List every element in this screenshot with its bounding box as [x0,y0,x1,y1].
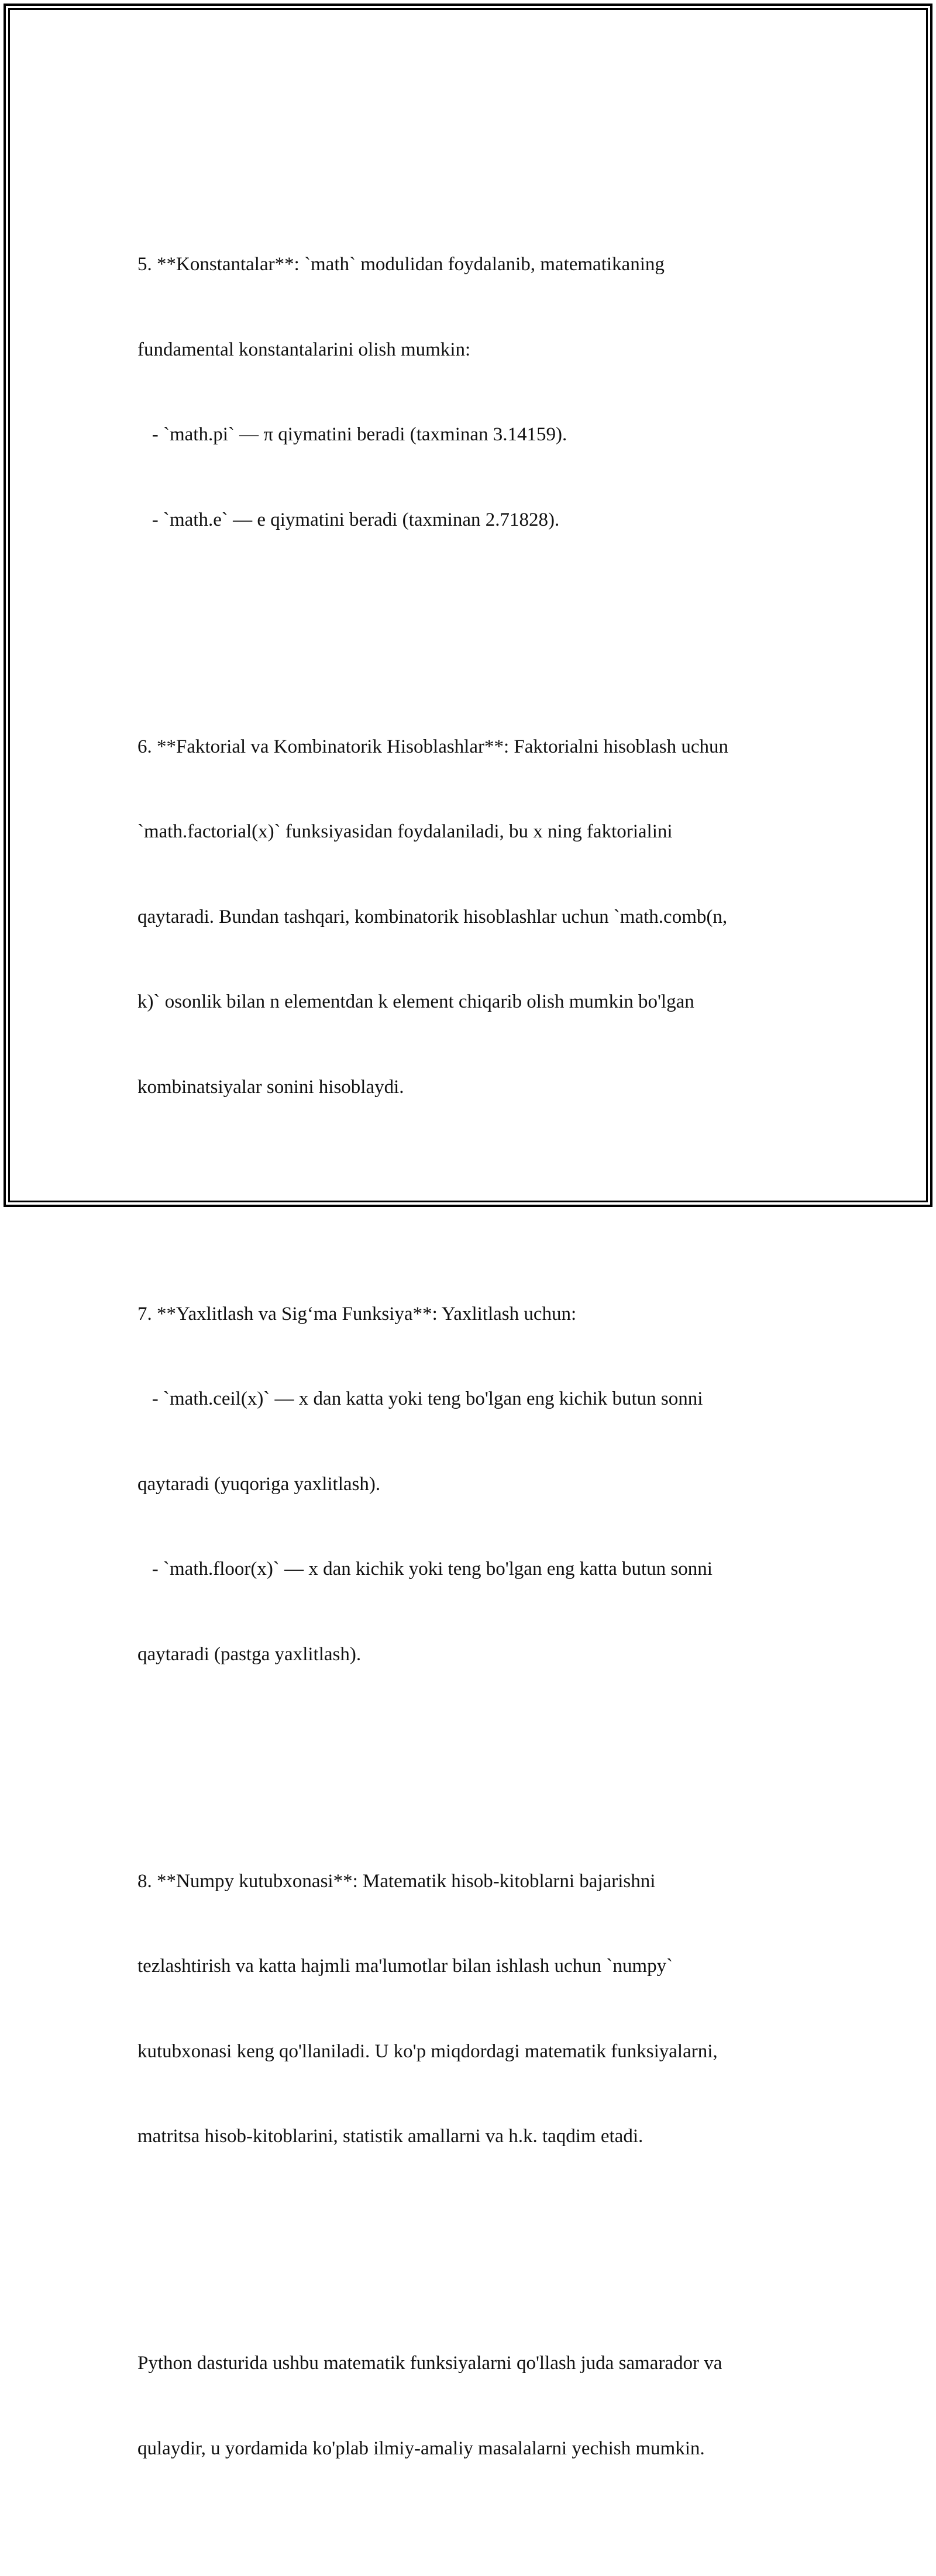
text-line: 6. **Faktorial va Kombinatorik Hisoblashlar**: Faktorialni hisoblash uchun [137,736,729,757]
text-line: fundamental konstantalarini olish mumkin: [137,339,471,360]
paragraph-rounding [137,1243,816,1726]
text-line: `math.factorial(x)` funksiyasidan foydalaniladi, bu x ning faktorialini [137,821,673,842]
text-line: qaytaradi. Bundan tashqari, kombinatorik hisoblashlar uchun `math.comb(n, [137,906,728,927]
text-line: 8. **Numpy kutubxonasi**: Matematik hisob-kitoblarni bajarishni [137,1870,656,1892]
text-line: - `math.floor(x)` — x dan kichik yoki teng bo'lgan eng katta butun sonni [137,1558,713,1580]
paragraph-conclusion [137,2292,816,2519]
text-line: qulaydir, u yordamida ko'plab ilmiy-amaliy masalalarni yechish mumkin. [137,2437,705,2459]
text-line: matritsa hisob-kitoblarini, statistik amallarni va h.k. taqdim etadi. [137,2126,644,2147]
text-line: qaytaradi (pastga yaxlitlash). [137,1643,362,1665]
text-line: - `math.pi` — π qiymatini beradi (taxminan 3.14159). [137,424,567,445]
text-line: k)` osonlik bilan n elementdan k element chiqarib olish mumkin bo'lgan [137,991,694,1012]
text-line: - `math.ceil(x)` — x dan katta yoki teng bo'lgan eng kichik butun sonni [137,1388,703,1409]
text-line: 7. **Yaxlitlash va Sig‘ma Funksiya**: Yaxlitlash uchun: [137,1303,577,1325]
paragraph-constants [137,194,816,591]
text-line: qaytaradi (yuqoriga yaxlitlash). [137,1473,381,1495]
text-line: 5. **Konstantalar**: `math` modulidan foydalanib, matematikaning [137,254,665,275]
document-body [137,137,816,2576]
paragraph-factorial [137,676,816,1158]
text-line: Python dasturida ushbu matematik funksiyalarni qo'llash juda samarador va [137,2353,722,2374]
paragraph-numpy [137,1811,816,2208]
text-line: - `math.e` — e qiymatini beradi (taxminan 2.71828). [137,509,560,530]
text-line: kutubxonasi keng qo'llaniladi. U ko'p miqdordagi matematik funksiyalarni, [137,2040,718,2062]
text-line: tezlashtirish va katta hajmli ma'lumotlar bilan ishlash uchun `numpy` [137,1956,673,1977]
text-line: kombinatsiyalar sonini hisoblaydi. [137,1076,404,1098]
